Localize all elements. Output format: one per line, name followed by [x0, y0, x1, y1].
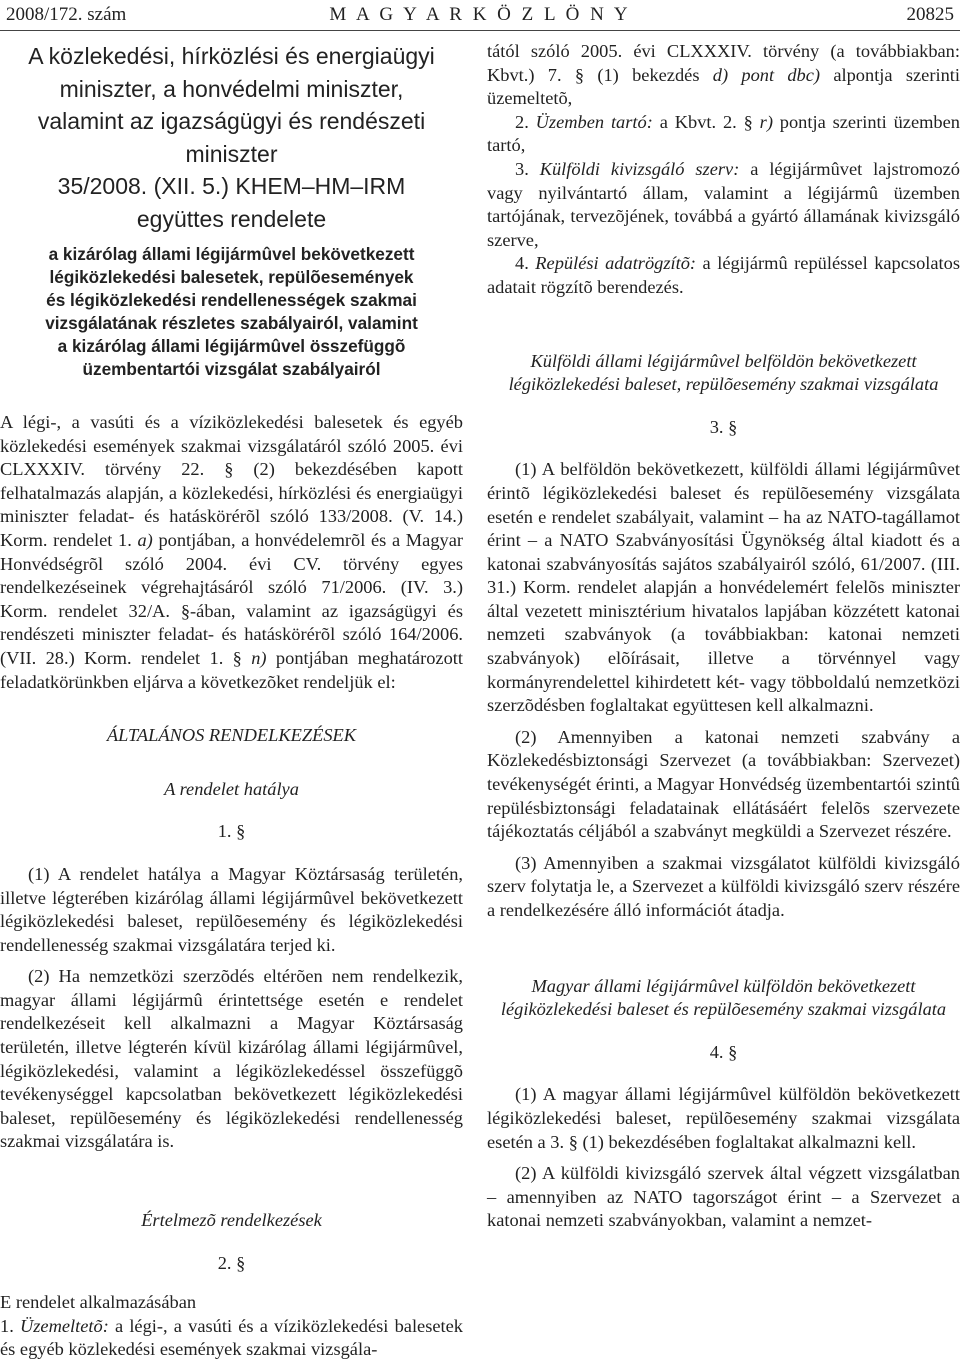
section-number: 1. § — [217, 821, 246, 842]
preamble: A légi-, a vasúti és a víziközlekedési balesetek és egyéb közlekedési események szakmai vizsgálatáról szóló 2005. évi CLXXXIV. törvény 22. § (2) bekezdésében kapott felhatalmazás alapján, a közlekedési, hírközlési és energiaügyi miniszter feladat- és hatáskörérõl szóló 133/2008. (V. 14.) Korm. rendelet 1. a) pontjában, a honvédelemrõl és a Magyar Honvédségrõl szóló 2004. évi CV. törvény egyes rendelkezéseinek végrehajtásáról szóló 71/2006. (IV. 3.) Korm. rendelet 32/A. §-ában, valamint az igazságügyi és rendészeti miniszter feladat- és hatáskörérõl szóló 164/2006. (VII. 28.) Korm. rendelet 1. § n) pontjában meghatározott feladatkörünkben eljárva a következõket rendeljük el: — [0, 412, 463, 692]
page-number: 20825 — [906, 4, 954, 25]
subtitle-line: és légiközlekedési rendellenességek szakmai — [46, 290, 417, 310]
section-heading: A rendelet hatálya — [164, 778, 299, 799]
section-number: 2. § — [217, 1252, 246, 1273]
title-line: miniszter — [185, 140, 278, 167]
right-column — [487, 40, 960, 1233]
left-column — [0, 40, 463, 1362]
definition-item: 4. Repülési adatrögzítõ: a légijármû repüléssel kapcsolatos adatait rögzítõ berendezés. — [487, 253, 960, 297]
subtitle-line: a kizárólag állami légijármûvel összefüggõ — [57, 336, 406, 356]
section-heading: Értelmezõ rendelkezések — [141, 1210, 322, 1231]
decree-title — [0, 40, 463, 235]
title-line: A közlekedési, hírközlési és energiaügyi — [28, 43, 435, 69]
paragraph: (2) Amennyiben a katonai nemzeti szabvány a Közlekedésbiztonsági Szervezet (a továbbiakban: Szervezet) tevékenységét érinti, a Magyar Honvédség üzembentartói szintû repülésbiztonsági feladatainak ellátásáért felelõs szervezete tájékoztatás céljából a szabványt megküldi a Szervezet részére. — [487, 726, 960, 842]
section-heading: Magyar állami légijármûvel külföldön bekövetkezett légiközlekedési baleset és repülõesemény szakmai vizsgálata — [500, 975, 947, 1020]
paragraph: E rendelet alkalmazásában — [0, 1292, 197, 1313]
paragraph: (1) A rendelet hatálya a Magyar Köztársaság területén, illetve légterében kizárólag állami légijármûvel bekövetkezett légiközlekedési baleset, repülõesemény és légiközlekedési rendellenesség szakmai vizsgálatára terjed ki. — [0, 863, 463, 955]
chapter-heading: ÁLTALÁNOS RENDELKEZÉSEK — [106, 725, 357, 746]
paragraph: (2) A külföldi kivizsgáló szervek által végzett vizsgálatban – amennyiben az NATO tagországot érint – a Szervezet a katonai nemzeti szabványokban, valamint a nemzet- — [487, 1163, 960, 1231]
section-heading: Külföldi állami légijármûvel belföldön bekövetkezett légiközlekedési baleset, repülõesemény szakmai vizsgálata — [508, 350, 939, 395]
definition-item: 1. Üzemeltetõ: a légi-, a vasúti és a víziközlekedési balesetek és egyéb közlekedési események szakmai vizsgála- — [0, 1315, 464, 1360]
title-line: miniszter, a honvédelmi miniszter, — [59, 75, 404, 102]
subtitle-line: a kizárólag állami légijármûvel bekövetkezett — [48, 244, 415, 264]
header-rule — [0, 30, 960, 31]
decree-subtitle — [6, 243, 457, 381]
paragraph: (1) A belföldön bekövetkezett, külföldi állami légijármûvet érintõ légiközlekedési baleset és repülõesemény vizsgálata esetén e rendelet szabályait, valamint – ha az NATO-tagállamot érint – a NATO Szabványosítási Ügynökség által kiadott és a katonai szabványosítás sajátos szabályairól szóló, 61/2007. (III. 31.) Korm. rendelet alapján a honvédelemért felelõs miniszter által vezetett minisztérium hivatalos lapjában közzétett katonai nemzeti szabványok (a továbbiakban: katonai nemzeti szabványok) elõírásait, illetve a törvénnyel vagy kormányrendelettel kihirdetett két- vagy többoldalú nemzetközi szerzõdésben foglaltakat együttesen kell alkalmazni. — [487, 459, 960, 716]
paragraph: (2) Ha nemzetközi szerzõdés eltérõen nem rendelkezik, magyar állami légijármû érintettsége esetén e rendelet rendelkezéseit kell alkalmazni a Magyar Köztársaság területén, illetve légterén kívül kizárólag állami légijármûvel, légiközlekedési, valamint a légiközlekedéssel összefüggõ tevékenységgel kapcsolatban bekövetkezett légiközlekedési baleset, repülõesemény és légiközlekedési rendellenesség szakmai vizsgálatára is. — [0, 966, 463, 1152]
title-line: 35/2008. (XII. 5.) KHEM–HM–IRM — [57, 173, 406, 199]
title-line: együttes rendelete — [136, 205, 327, 232]
section-number: 4. § — [709, 1041, 738, 1062]
title-line: valamint az igazságügyi és rendészeti — [37, 108, 426, 134]
subtitle-line: vizsgálatának részletes szabályairól, valamint — [45, 313, 418, 333]
journal-title: M A G Y A R K Ö Z L Ö N Y — [329, 4, 631, 25]
subtitle-line: légiközlekedési balesetek, repülõesemények — [49, 267, 414, 287]
definition-item: 2. Üzemben tartó: a Kbvt. 2. § r) pontja szerinti üzemben tartó, — [487, 111, 960, 156]
running-header — [6, 2, 954, 28]
definition-item: 3. Külföldi kivizsgáló szerv: a légijármûvet lajstromozó vagy nyilvántartó állam, valamint a légijármû üzemben tartójának, tervezõjének, továbbá a gyártó államának kivizsgáló szerve, — [487, 158, 960, 250]
paragraph: (1) A magyar állami légijármûvel külföldön bekövetkezett légiközlekedési baleset, repülõesemény szakmai vizsgálata esetén a 3. § (1) bekezdésében foglaltakat alkalmazni kell. — [487, 1084, 960, 1152]
section-number: 3. § — [709, 416, 738, 437]
definition-item: tától szóló 2005. évi CLXXXIV. törvény (a továbbiakban: Kbvt.) 7. § (1) bekezdés d) pont dbc) alpontja szerinti üzemeltetõ, — [487, 41, 960, 109]
paragraph: (3) Amennyiben a szakmai vizsgálatot külföldi kivizsgáló szerv folytatja le, a Szervezet a külföldi kivizsgáló szerv részére a rendelkezésére álló információt átadja. — [487, 852, 960, 920]
subtitle-line: üzembentartói vizsgálat szabályairól — [82, 359, 381, 379]
issue-number: 2008/172. szám — [6, 4, 127, 25]
